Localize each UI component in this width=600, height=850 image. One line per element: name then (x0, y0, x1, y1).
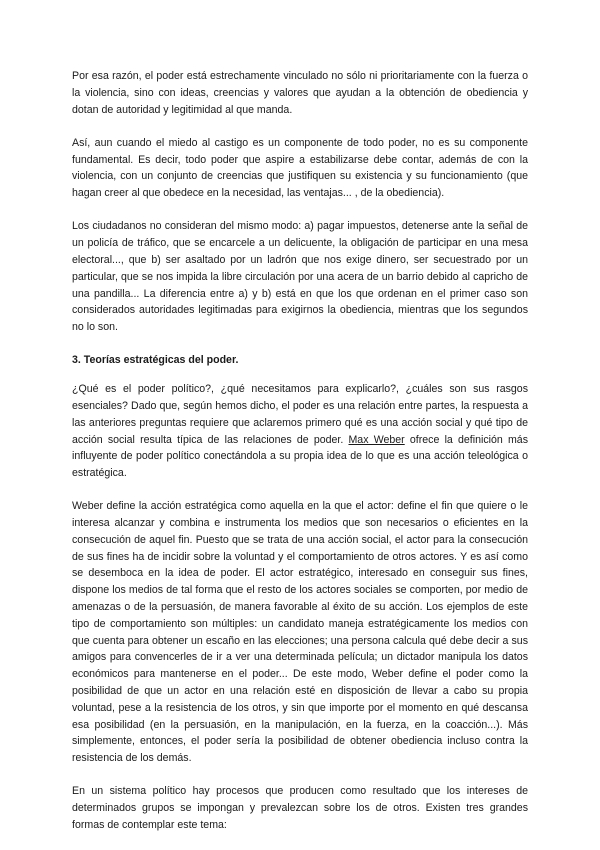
paragraph-political-processes: En un sistema político hay procesos que producen como resultado que los intereses de determinados grupos se impongan y prevalezcan sobre los de otros. Existen tres grandes formas de contemplar este tema: (72, 785, 528, 832)
paragraph-weber-strategic-action: Weber define la acción estratégica como aquella en la que el actor: define el fin que quiere o le interesa alcanzar y combina e instrumenta los medios que son necesarios o eficientes en la consecución de aquel fin. Puesto que se trata de una acción social, el actor para la consecución de sus fines ha de incidir sobre la voluntad y el comportamiento de otros actores. Y es así como se desemboca en la idea de poder. El actor estratégico, interesado en conseguir sus fines, dispone los medios de tal forma que el resto de los actores sociales se comporten, por medio de amenazas o de la persuasión, de manera favorable al éxito de su acción. Los ejemplos de este tipo de comportamiento son múltiples: un candidato maneja estratégicamente los medios con que cuenta para obtener un escaño en las elecciones; una persona calcula qué debe decir a sus amigos para convencerles de ir a ver una determinada película; un dictador manipula los datos económicos para mantenerse en el poder... De este modo, Weber define el poder como la posibilidad de que un actor en una relación esté en disposición de llevar a cabo su propia voluntad, pese a la resistencia de los otros, y sin que importe por el momento en qué descansa esa posibilidad (en la persuasión, en la manipulación, en la fuerza, en la coacción...). Más simplemente, entonces, el poder sería la posibilidad de obtener obediencia incluso contra la resistencia de los demás. (72, 500, 528, 765)
paragraph-citizens-legitimacy: Los ciudadanos no consideran del mismo modo: a) pagar impuestos, detenerse ante la señal de un policía de tráfico, que se encarcele a un delicuente, la obligación de participar en una mesa electoral..., que b) ser asaltado por un ladrón que nos exige dinero, ser secuestrado por un particular, que se nos impida la libre circulación por una acera de un barrio debido al capricho de una pandilla... La diferencia entre a) y b) está en que los que ordenan en el primer caso son considerados autoridades legitimadas para exigirnos la obediencia, mientras que los segundos no lo son. (72, 220, 528, 334)
document-body (72, 68, 528, 850)
max-weber-link[interactable]: Max Weber (348, 433, 405, 446)
paragraph-fear-punishment: Así, aun cuando el miedo al castigo es un componente de todo poder, no es su componente fundamental. Es decir, todo poder que aspire a estabilizarse debe contar, además de con la violencia, con un conjunto de creencias que justifiquen su existencia y su funcionamiento (que hagan creer al que obedece en la necesidad, las ventajas... , de la obediencia). (72, 136, 528, 200)
paragraph-political-power-question (72, 381, 528, 482)
paragraph-power-ideas: Por esa razón, el poder está estrechamente vinculado no sólo ni prioritariamente con la fuerza o la violencia, sino con ideas, creencias y valores que ayudan a la obtención de obediencia y dotan de autoridad y legitimidad al que manda. (72, 70, 528, 116)
paragraph-text-before-link: ¿Qué es el poder político?, ¿qué necesitamos para explicarlo?, ¿cuáles son sus rasgos esenciales? Dado que, según hemos dicho, el poder es una relación entre partes, la respuesta a las anteriores preguntas requiere que aclaremos primero qué es una acción social y qué tipo de acción social resulta típica de las relaciones de poder. (72, 383, 528, 446)
paragraph-text-after-link: ofrece la definición más influyente de poder político conectándola a su propia idea de lo que es una acción teleológica o estratégica. (72, 433, 528, 480)
section-heading: 3. Teorías estratégicas del poder. (72, 354, 239, 367)
